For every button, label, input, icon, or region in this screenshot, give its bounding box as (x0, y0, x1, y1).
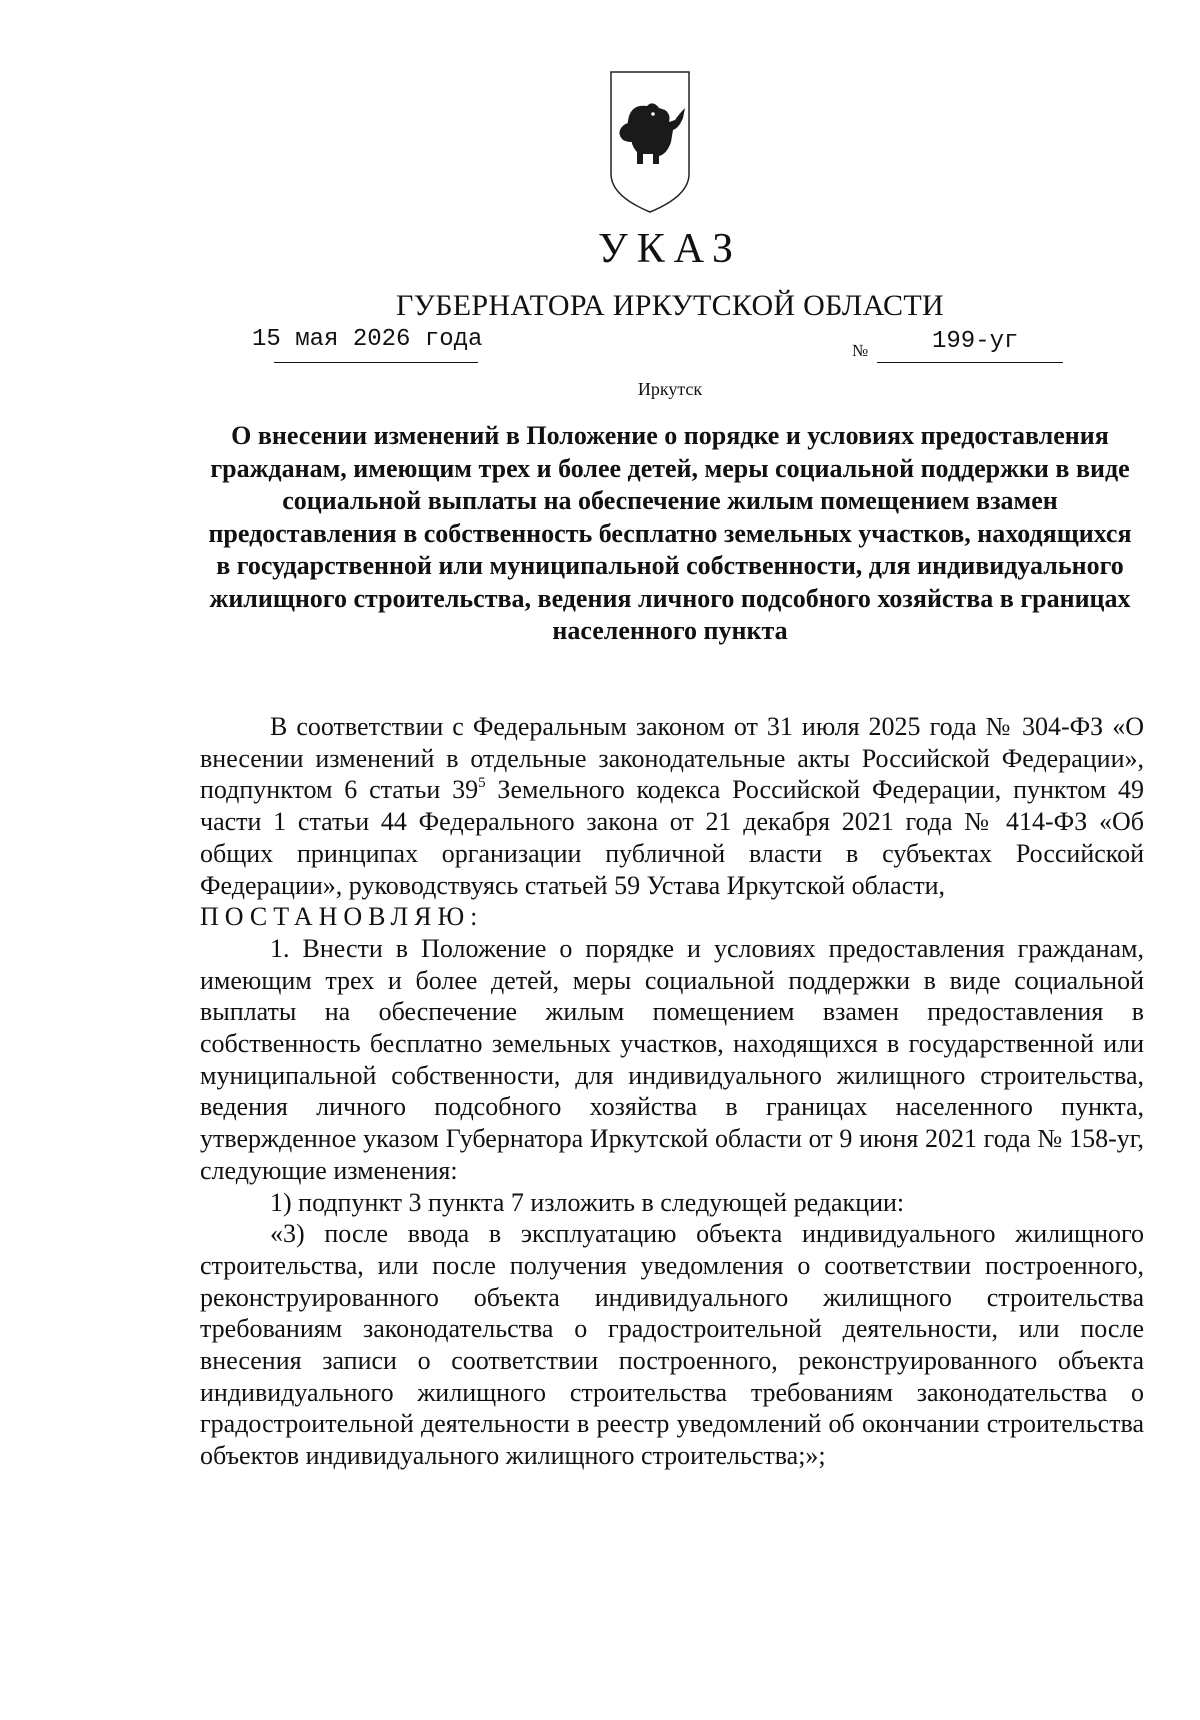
item-1-paragraph: 1. Внести в Положение о порядке и условиях предоставления гражданам, имеющим трех и более детей, меры социальной поддержки в виде социальной выплаты на обеспечение жилым помещением взамен предоставления в собственность бесплатно земельных участков, находящихся в государственной или муниципальной собственности, для индивидуального жилищного строительства, ведения личного подсобного хозяйства в границах населенного пункта, утвержденное указом Губернатора Иркутской области от 9 июня 2021 года № 158-уг, следующие изменения: (200, 933, 1144, 1185)
quoted-amendment-paragraph: «3) после ввода в эксплуатацию объекта индивидуального жилищного строительства, или после получения уведомления о соответствии построенного, реконструированного объекта индивидуального жилищного строительства требованиям законодательства о градостроительной деятельности, или после внесения записи о соответствии построенного, реконструированного объекта индивидуального жилищного строительства требованиям законодательства о градостроительной деятельности в реестр уведомлений об окончании строительства объектов индивидуального жилищного строительства;»; (200, 1219, 1144, 1471)
number-underline (877, 362, 1063, 363)
decree-word: ПОСТАНОВЛЯЮ: (200, 902, 484, 932)
document-heading: О внесении изменений в Положение о порядке и условиях предоставления гражданам, имеющим трех и более детей, меры социальной поддержки в виде социальной выплаты на обеспечение жилым помещением взамен предоставления в собственность бесплатно земельных участков, находящихся в государственной или муниципальной собственности, для индивидуального жилищного строительства, ведения личного подсобного хозяйства в границах населенного пункта (208, 421, 1132, 645)
document-date: 15 мая 2026 года (252, 326, 483, 353)
subitem-1-paragraph: 1) подпункт 3 пункта 7 изложить в следующей редакции: (270, 1187, 905, 1217)
number-sign: № (852, 341, 869, 360)
issuer-title: ГУБЕРНАТОРА ИРКУТСКОЙ ОБЛАСТИ (396, 289, 944, 322)
preamble-text-part1: В соответствии с Федеральным законом от 31 июля 2025 года № 304-ФЗ «О внесении изменений в отдельные законодательные акты Российской Федерации», подпунктом 6 статьи 39 (200, 712, 1144, 805)
city-name: Иркутск (637, 379, 703, 399)
preamble-paragraph (200, 711, 1144, 901)
document-type-title: УКАЗ (597, 226, 743, 272)
coat-of-arms-emblem (609, 70, 691, 214)
date-underline (274, 362, 478, 363)
document-body (200, 711, 1144, 1472)
document-number: 199-уг (932, 328, 1019, 355)
article-superscript: 5 (478, 775, 486, 792)
preamble-text-part2: Земельного кодекса Российской Федерации, пунктом 49 части 1 статьи 44 Федерального закона от 21 декабря 2021 года № 414-ФЗ «Об общих принципах организации публичной власти в субъектах Российской Федерации», руководствуясь статьей 59 Устава Иркутской области, (200, 775, 1144, 900)
